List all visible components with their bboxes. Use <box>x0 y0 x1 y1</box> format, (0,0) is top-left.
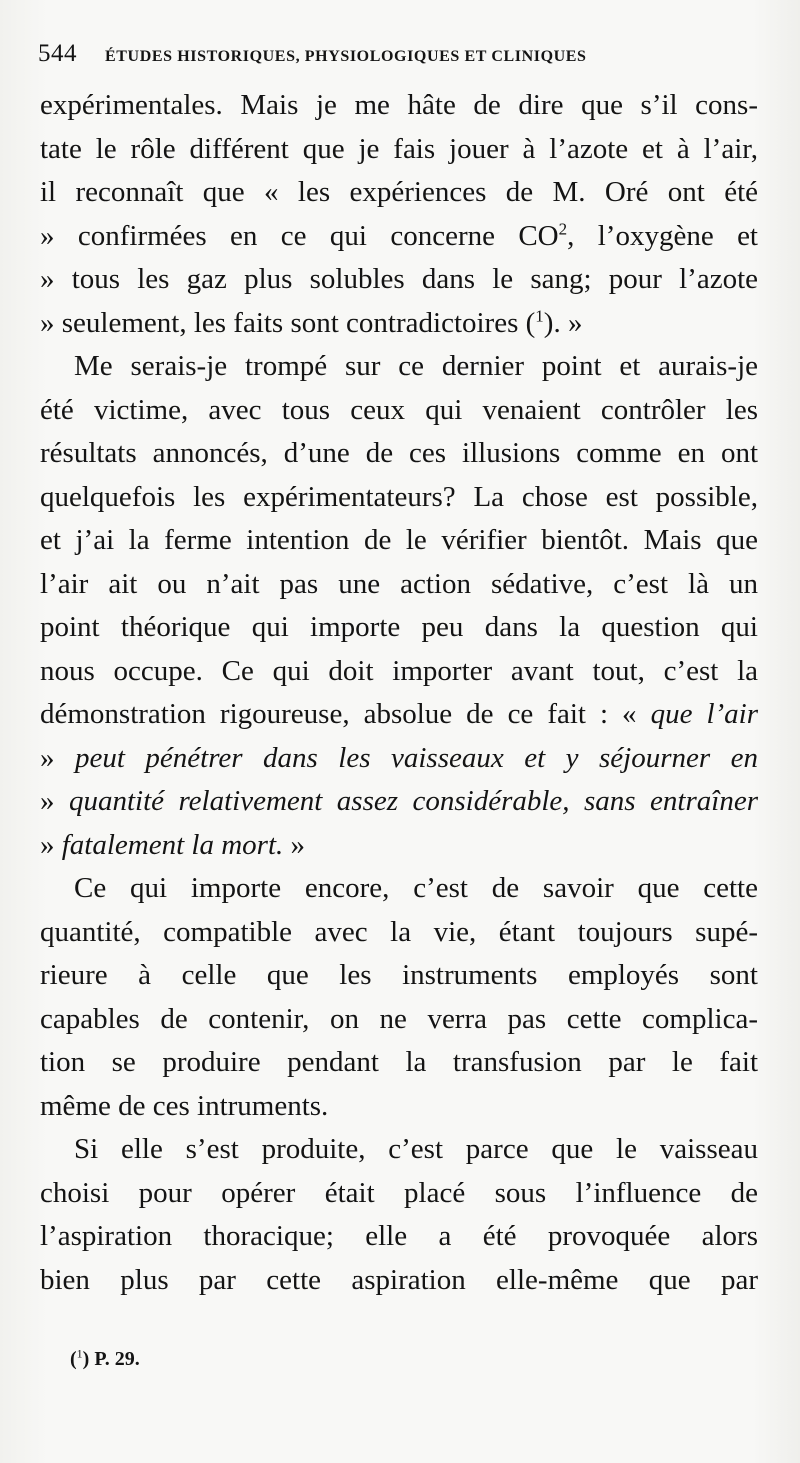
text-line: Si elle s’est produite, c’est parce que le vaisseau <box>74 1133 758 1165</box>
italic-quotation: quantité relativement assez considérable, sans entraîner <box>68 785 758 817</box>
text-line: point théorique qui importe peu dans la question qui <box>40 611 758 643</box>
footnote-marker: 1 <box>76 1346 83 1361</box>
text-line: Me serais-je trompé sur ce dernier point et aurais-je <box>74 350 758 382</box>
text-line: résultats annoncés, d’une de ces illusions comme en ont <box>40 437 758 469</box>
text-line: expérimentales. Mais je me hâte de dire que s’il cons- <box>40 89 758 121</box>
footnote-text: P. 29. <box>89 1348 140 1370</box>
text-segment: » seulement, les faits sont contradictoires ( <box>40 306 536 339</box>
text-line <box>40 737 758 781</box>
text-segment: » <box>40 785 69 817</box>
body-text <box>40 84 758 1302</box>
text-segment: » confirmées en ce qui concerne CO <box>40 219 559 252</box>
text-line: l’aspiration thoracique; elle a été provoquée alors <box>40 1220 758 1252</box>
text-line <box>40 302 758 346</box>
page-number: 544 <box>38 40 77 67</box>
text-line: » tous les gaz plus solubles dans le sang; pour l’azote <box>40 263 758 295</box>
text-line: tion se produire pendant la transfusion par le fait <box>40 1046 758 1078</box>
paragraph <box>40 84 758 345</box>
footnote: ($^1$) P. 29. <box>70 1346 140 1370</box>
text-line: il reconnaît que « les expériences de M. Oré ont été <box>40 176 758 208</box>
text-line: quantité, compatible avec la vie, étant toujours supé- <box>40 915 758 948</box>
text-line: été victime, avec tous ceux qui venaient contrôler les <box>40 393 758 426</box>
superscript: 1 <box>535 305 544 325</box>
text-line: bien plus par cette aspiration elle-même que par <box>40 1263 758 1296</box>
text-segment: » <box>40 828 62 861</box>
text-line: capables de contenir, on ne verra pas cette complica- <box>40 1002 758 1035</box>
text-segment: démonstration rigoureuse, absolue de ce fait : « <box>40 698 651 730</box>
text-line: quelquefois les expérimentateurs? La chose est possible, <box>40 480 758 513</box>
text-line: nous occupe. Ce qui doit importer avant tout, c’est la <box>40 654 758 687</box>
text-line <box>40 824 758 868</box>
italic-quotation: fatalement la mort. <box>61 828 284 861</box>
text-line <box>40 780 758 824</box>
text-segment: » <box>40 741 75 774</box>
text-line <box>40 215 758 259</box>
paragraph <box>40 867 758 1128</box>
text-line: et j’ai la ferme intention de le vérifier bientôt. Mais que <box>40 524 758 556</box>
paragraph <box>40 1128 758 1302</box>
text-line: rieure à celle que les instruments employés sont <box>40 959 758 991</box>
text-segment: , l’oxygène et <box>567 219 758 252</box>
text-line: choisi pour opérer était placé sous l’influence de <box>40 1176 758 1209</box>
text-line: même de ces intruments. <box>40 1089 329 1122</box>
text-segment: ). » <box>543 306 583 339</box>
text-line: tate le rôle différent que je fais jouer à l’azote et à l’air, <box>40 132 758 165</box>
running-head: ÉTUDES HISTORIQUES, PHYSIOLOGIQUES ET CLINIQUES <box>105 48 587 65</box>
text-segment: » <box>283 828 306 861</box>
italic-quotation: que l’air <box>650 698 759 730</box>
text-line: l’air ait ou n’ait pas une action sédative, c’est là un <box>40 567 758 600</box>
italic-quotation: peut pénétrer dans les vaisseaux et y séjourner en <box>74 741 758 774</box>
paragraph <box>40 345 758 867</box>
page-header <box>38 40 758 74</box>
text-line: Ce qui importe encore, c’est de savoir que cette <box>74 872 758 904</box>
superscript: 2 <box>558 218 568 238</box>
text-line <box>40 693 758 737</box>
